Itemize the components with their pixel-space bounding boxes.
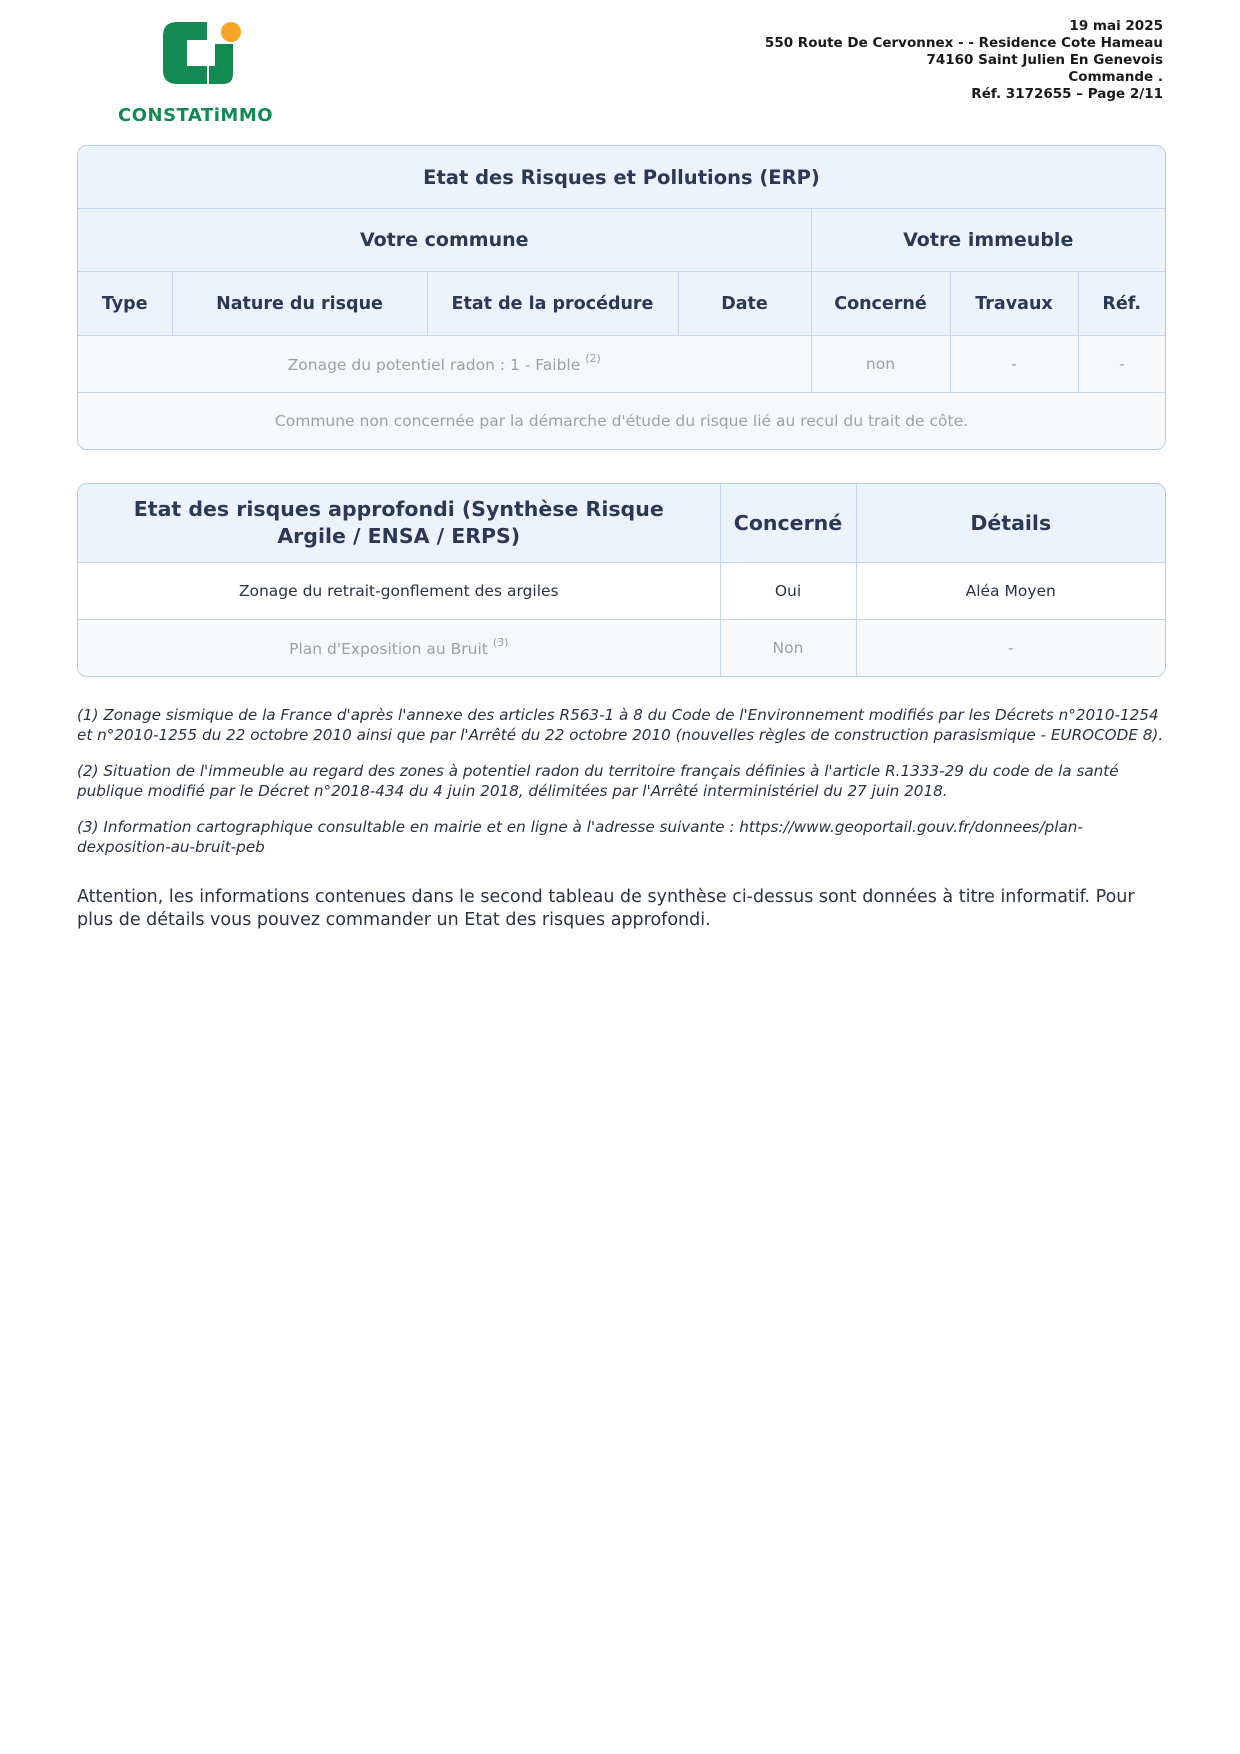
table-row	[78, 336, 1165, 393]
bruit-label-cell	[78, 620, 720, 677]
table-row	[78, 393, 1165, 450]
col-concerne: Concerné	[720, 484, 856, 563]
table-row	[78, 620, 1165, 677]
argile-label-cell	[78, 563, 720, 620]
document-header	[765, 18, 1163, 103]
col-date: Date	[678, 272, 811, 336]
radon-footnote-ref: (2)	[585, 351, 601, 365]
group-votre-commune: Votre commune	[78, 209, 811, 272]
radon-label: Zonage du potentiel radon : 1 - Faible	[287, 356, 581, 375]
radon-concerne: non	[811, 336, 950, 393]
radon-travaux: -	[950, 336, 1078, 393]
footnotes	[77, 705, 1167, 873]
bruit-concerne: Non	[720, 620, 856, 677]
col-ref: Réf.	[1078, 272, 1165, 336]
col-nature-du-risque: Nature du risque	[172, 272, 427, 336]
order-label: Commande .	[1068, 69, 1163, 85]
address-line-1: 550 Route De Cervonnex - - Residence Cote Hameau	[764, 35, 1163, 51]
argile-label: Zonage du retrait-gonflement des argiles	[238, 582, 559, 600]
footnote-1: (1) Zonage sismique de la France d'après l'annexe des articles R563-1 à 8 du Code de l'Environnement modifiés par les Décrets n°2010-1254 et n°2010-1255 du 22 octobre 2010 ainsi que par l'Arrêté du 22 octobre 2010 (nouvelles règles de construction parasismique - EUROCODE 8).	[77, 706, 1164, 744]
table-row	[78, 563, 1165, 620]
argile-concerne: Oui	[720, 563, 856, 620]
erp-table-title: Etat des Risques et Pollutions (ERP)	[78, 146, 1165, 209]
footnote-3: (3) Information cartographique consultable en mairie et en ligne à l'adresse suivante : https://www.geoportail.gouv.fr/donnees/plan-dexposition-au-bruit-peb	[77, 818, 1083, 856]
document-date: 19 mai 2025	[1069, 18, 1163, 34]
bruit-details: -	[856, 620, 1165, 677]
radon-ref: -	[1078, 336, 1165, 393]
col-details: Détails	[856, 484, 1165, 563]
col-type: Type	[78, 272, 172, 336]
col-etat-procedure: Etat de la procédure	[427, 272, 678, 336]
attention-notice: Attention, les informations contenues dans le second tableau de synthèse ci-dessus sont données à titre informatif. Pour plus de détails vous pouvez commander un Etat des risques approfondi.	[77, 887, 1135, 930]
group-votre-immeuble: Votre immeuble	[811, 209, 1165, 272]
col-synthese: Etat des risques approfondi (Synthèse Risque Argile / ENSA / ERPS)	[78, 484, 720, 563]
col-travaux: Travaux	[950, 272, 1078, 336]
address-line-2: 74160 Saint Julien En Genevois	[926, 52, 1163, 68]
bruit-footnote-ref: (3)	[492, 635, 509, 649]
trait-de-cote-text: Commune non concernée par la démarche d'étude du risque lié au recul du trait de côte.	[78, 393, 1165, 450]
bruit-label: Plan d'Exposition au Bruit	[289, 640, 488, 659]
erp-table	[77, 145, 1166, 450]
reference-page: Réf. 3172655 – Page 2/11	[971, 86, 1163, 102]
argile-details: Aléa Moyen	[856, 563, 1165, 620]
company-logo	[118, 22, 283, 132]
logo-wordmark: CONSTATiMMO	[118, 105, 274, 126]
risques-approfondi-table	[77, 483, 1166, 677]
constatimmo-logo-icon	[163, 22, 243, 94]
col-concerne: Concerné	[811, 272, 950, 336]
radon-label-cell	[78, 336, 811, 393]
footnote-2: (2) Situation de l'immeuble au regard des zones à potentiel radon du territoire français définies à l'article R.1333-29 du code de la santé publique modifié par le Décret n°2018-434 du 4 juin 2018, délimitées par l'Arrêté interministériel du 27 juin 2018.	[77, 762, 1119, 800]
